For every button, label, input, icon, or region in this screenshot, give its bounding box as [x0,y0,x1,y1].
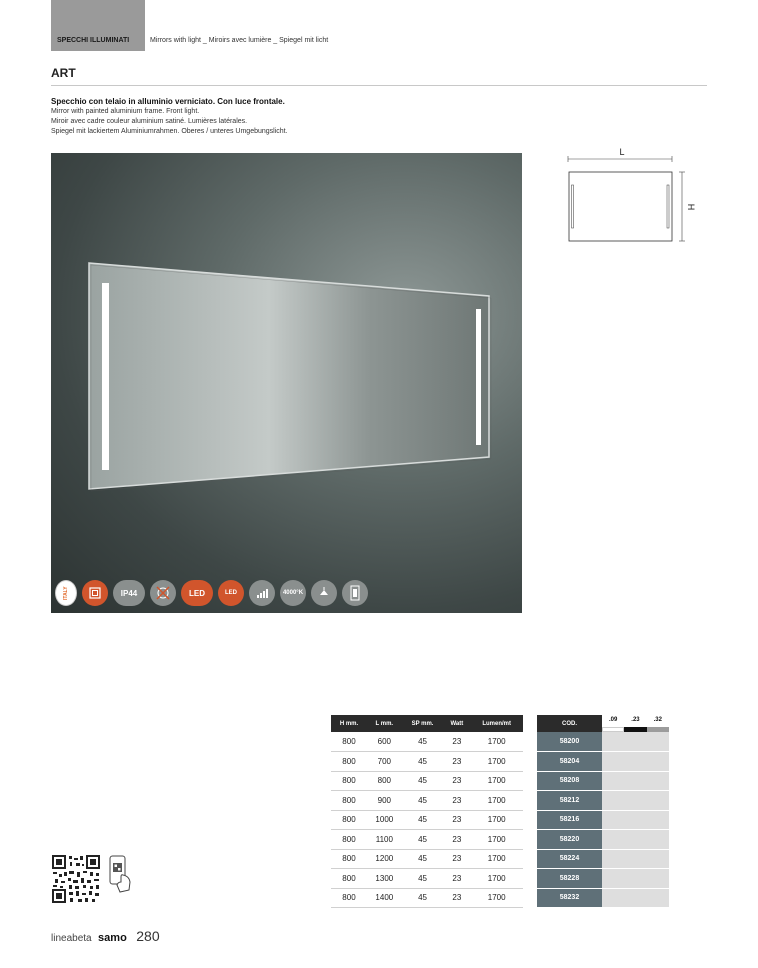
table-cell: 1700 [470,752,523,772]
description-french: Miroir avec cadre couleur aluminium satiné. Lumières latérales. [51,118,248,125]
col-height: H mm. [331,715,367,732]
spec-table [331,715,523,908]
table-cell: 1700 [470,888,523,908]
table-cell: 23 [443,771,470,791]
table-cell: 45 [402,888,444,908]
product-code: 58228 [537,869,602,889]
code-row [537,791,669,811]
code-row [537,771,669,791]
col-length: L mm. [367,715,402,732]
table-cell: 800 [367,771,402,791]
code-row [537,752,669,772]
finish-swatch [624,727,646,732]
table-cell: 23 [443,849,470,869]
product-code: 58224 [537,849,602,869]
table-cell: 900 [367,791,402,811]
finish-availability-cell [602,810,669,830]
product-code: 58200 [537,732,602,752]
led-replaceable-icon: LED [218,580,244,606]
smartphone-scan-icon [107,855,133,895]
page-footer [51,928,160,946]
table-row [331,849,523,869]
table-cell: 23 [443,830,470,850]
table-cell: 800 [331,830,367,850]
table-cell: 23 [443,888,470,908]
table-cell: 1700 [470,791,523,811]
table-cell: 800 [331,810,367,830]
brand-samo: samo [98,932,127,944]
product-code: 58212 [537,791,602,811]
code-row [537,732,669,752]
left-led-strip [102,283,109,470]
table-cell: 45 [402,849,444,869]
finish-availability-cell [602,752,669,772]
qr-code[interactable] [52,855,100,903]
spec-header-row [331,715,523,732]
table-cell: 1000 [367,810,402,830]
table-row [331,732,523,752]
table-row [331,752,523,772]
finish-swatch [647,727,669,732]
dimension-diagram [562,145,696,250]
table-cell: 1200 [367,849,402,869]
table-cell: 1700 [470,830,523,850]
led-icon: LED [181,580,213,606]
table-cell: 45 [402,810,444,830]
right-led-strip [476,309,481,445]
table-cell: 1700 [470,810,523,830]
code-table [537,715,669,908]
table-cell: 45 [402,771,444,791]
table-cell: 800 [331,752,367,772]
table-cell: 1700 [470,869,523,889]
table-row [331,810,523,830]
code-row [537,869,669,889]
ceiling-light-icon [311,580,337,606]
code-row [537,830,669,850]
description-italian: Specchio con telaio in alluminio verniciato. Con luce frontale. [51,97,285,106]
table-cell: 600 [367,732,402,752]
category-tag [51,0,145,51]
col-watt: Watt [443,715,470,732]
finish-availability-cell [602,771,669,791]
table-row [331,791,523,811]
description-english: Mirror with painted aluminium frame. Front light. [51,108,200,115]
no-bulb-icon [150,580,176,606]
code-row [537,810,669,830]
table-cell: 800 [331,732,367,752]
width-label: L [619,147,625,157]
table-cell: 800 [331,888,367,908]
table-row [331,888,523,908]
finish-availability-cell [602,849,669,869]
title-divider [51,85,707,86]
table-cell: 1700 [470,771,523,791]
product-description [51,97,471,137]
finish-32 [647,715,669,732]
product-code: 58208 [537,771,602,791]
page-number: 280 [136,928,160,944]
table-cell: 1100 [367,830,402,850]
table-cell: 1400 [367,888,402,908]
height-label: H [686,203,696,211]
table-cell: 23 [443,791,470,811]
table-cell: 1300 [367,869,402,889]
dimmable-icon [249,580,275,606]
code-header-row [537,715,669,732]
col-code: COD. [537,715,602,732]
switch-icon [342,580,368,606]
table-cell: 800 [331,869,367,889]
code-row [537,849,669,869]
table-cell: 1700 [470,849,523,869]
table-cell: 45 [402,869,444,889]
ip44-icon: IP44 [113,580,145,606]
mirror-illustration [51,153,522,613]
finish-23 [624,715,646,732]
product-code: 58232 [537,888,602,908]
table-cell: 23 [443,752,470,772]
code-row [537,888,669,908]
finish-09 [602,715,624,732]
table-cell: 800 [331,849,367,869]
table-cell: 45 [402,732,444,752]
product-code: 58220 [537,830,602,850]
brand-lineabeta: lineabeta [51,933,92,944]
class-ii-icon [82,580,108,606]
finish-label: .09 [608,717,618,723]
table-cell: 1700 [470,732,523,752]
finish-availability-cell [602,830,669,850]
finish-availability-cell [602,791,669,811]
finish-availability-cell [602,888,669,908]
description-german: Spiegel mit lackiertem Aluminiumrahmen. Oberes / unteres Umgebungslicht. [51,128,288,135]
table-row [331,869,523,889]
table-cell: 45 [402,830,444,850]
finish-availability-cell [602,869,669,889]
made-in-italy-icon: ITALY [55,580,77,606]
finish-label: .32 [653,717,662,723]
table-row [331,830,523,850]
table-cell: 23 [443,869,470,889]
table-cell: 700 [367,752,402,772]
table-cell: 23 [443,810,470,830]
table-cell: 23 [443,732,470,752]
product-code: 58204 [537,752,602,772]
color-temperature-icon: 4000°K [280,580,306,606]
finish-swatch [602,727,624,732]
table-cell: 45 [402,752,444,772]
feature-icons-row [55,580,368,606]
finish-availability-cell [602,732,669,752]
finish-label: .23 [631,717,640,723]
col-lumen: Lumen/mt [470,715,523,732]
col-depth: SP mm. [402,715,444,732]
product-photo [51,153,522,613]
table-cell: 45 [402,791,444,811]
table-row [331,771,523,791]
product-code: 58216 [537,810,602,830]
product-title: ART [51,66,76,80]
table-cell: 800 [331,771,367,791]
header-subtitle: Mirrors with light _ Miroirs avec lumière _ Spiegel mit licht [150,37,329,44]
category-label: SPECCHI ILLUMINATI [57,37,130,44]
table-cell: 800 [331,791,367,811]
